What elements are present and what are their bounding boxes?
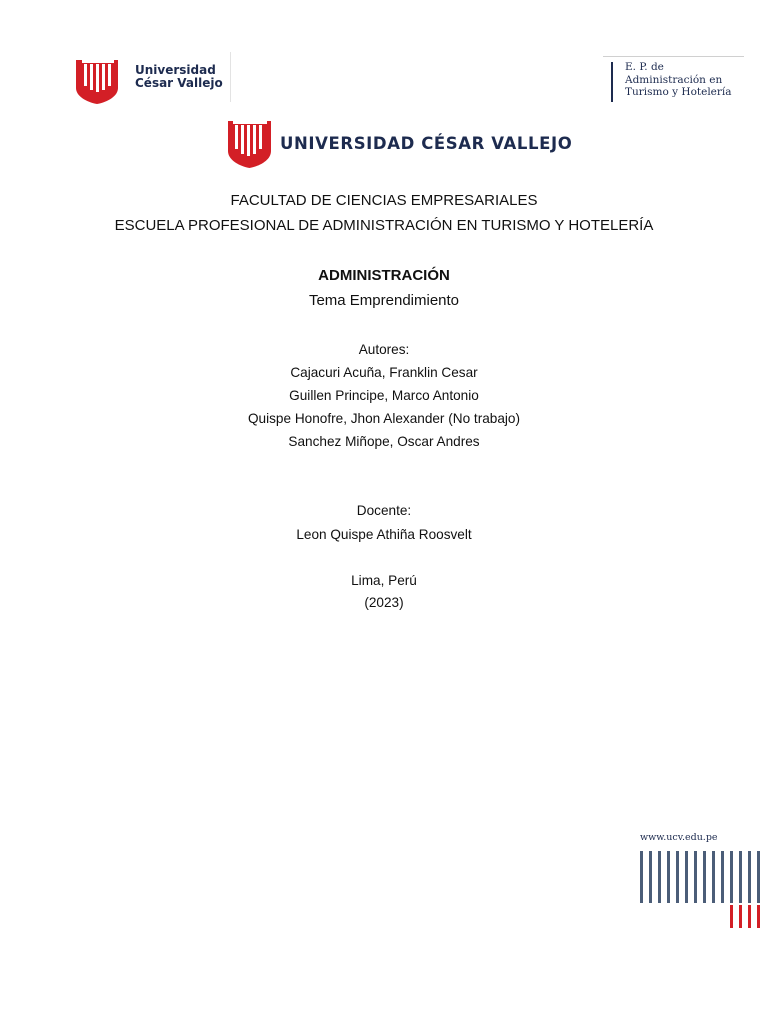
teacher-label: Docente: [356,503,412,518]
school-line-1: E. P. de [625,61,664,73]
header-ucv-logo-text [135,64,223,90]
year: (2023) [364,595,404,610]
teacher-name: Leon Quispe Athiña Roosvelt [296,527,472,542]
ucv-shield-icon [76,58,120,104]
header-school-badge [603,56,744,104]
school-title: ESCUELA PROFESIONAL DE ADMINISTRACIÓN EN TURISMO Y HOTELERÍA [114,217,654,234]
footer-url: www.ucv.edu.pe [640,832,718,843]
logo-line-2: César Vallejo [135,76,223,90]
main-ucv-logo [228,118,573,168]
place: Lima, Perú [351,573,417,588]
course-title: ADMINISTRACIÓN [318,267,450,284]
author-item: Sanchez Miñope, Oscar Andres [288,434,480,449]
author-item: Quispe Honofre, Jhon Alexander (No trabajo) [247,411,521,426]
footer-brand [638,832,768,932]
school-line-2: Administración en [625,73,723,86]
barcode-graphic [638,832,768,930]
author-item: Cajacuri Acuña, Franklin Cesar [290,365,478,380]
author-item: Guillen Principe, Marco Antonio [289,388,479,403]
header-divider [230,52,231,102]
authors-label: Autores: [358,342,410,357]
topic-title: Tema Emprendimiento [308,292,460,309]
school-badge-text [625,61,732,99]
faculty-title: FACULTAD DE CIENCIAS EMPRESARIALES [230,192,538,209]
school-badge-rule [603,56,744,57]
logo-line-1: Universidad [135,63,216,77]
main-logo-text: UNIVERSIDAD CÉSAR VALLEJO [280,134,573,153]
school-badge-bar [611,62,613,102]
ucv-shield-icon [228,118,272,168]
header-ucv-logo [76,58,236,104]
school-line-3: Turismo y Hotelería [625,86,732,98]
